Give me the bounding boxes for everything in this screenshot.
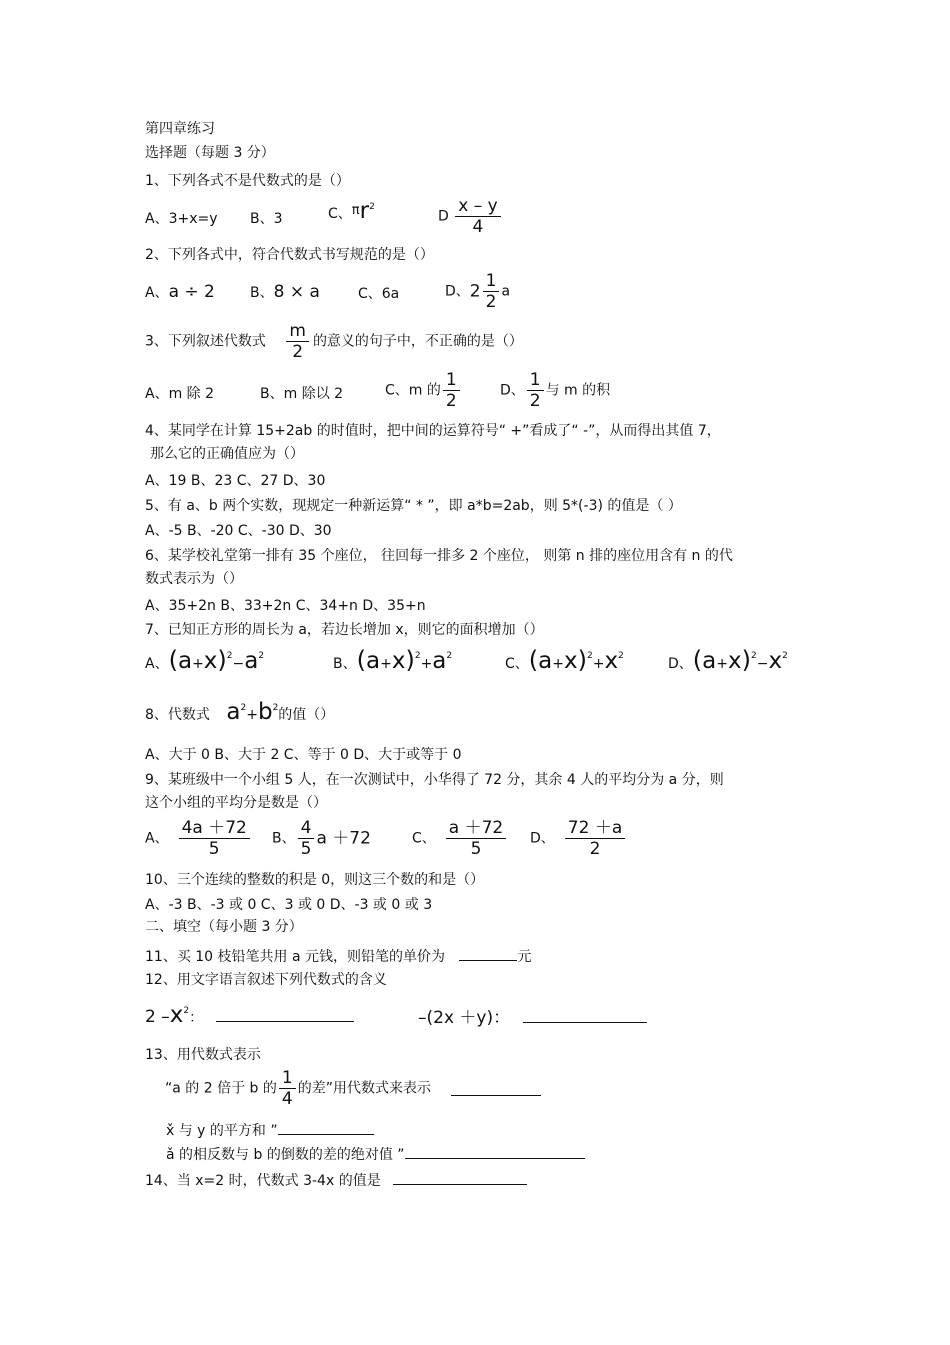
q11-answer-blank[interactable] <box>459 946 517 961</box>
q11-stem: 11、买 10 枝铅笔共用 a 元钱，则铅笔的单价为 元 <box>145 946 531 966</box>
q2-option-c: C、6a <box>358 286 400 302</box>
q7-option-b: B、$(a+x)^2+a^2$ <box>333 646 453 674</box>
q3-stem: 3、下列叙述代数式 $\frac{m}{2}$ 的意义的句子中，不正确的是（） <box>145 321 523 362</box>
q9-option-b: B、 $\frac{4}{5}$ a ＋72 <box>272 818 371 859</box>
q1-option-d: D $\frac{x - y}{4}$ <box>438 196 503 237</box>
q13-answer-blank-2[interactable] <box>278 1120 374 1135</box>
q9-stem-line1: 9、某班级中一个小组 5 人，在一次测试中，小华得了 72 分，其余 4 人的平均分为 a 分，则 <box>145 772 724 788</box>
q9-option-d: D、 $\frac{72 +a}{2}$ <box>530 818 627 859</box>
q14-stem: 14、当 x=2 时，代数式 3-4x 的值是 <box>145 1170 527 1190</box>
q12-answer-blank-1[interactable] <box>216 1007 354 1022</box>
q13-answer-blank-3[interactable] <box>405 1144 585 1159</box>
q1-d-fraction: $\frac{x - y}{4}$ <box>455 196 500 237</box>
q12-stem: 12、用文字语言叙述下列代数式的含义 <box>145 972 387 988</box>
q9-option-a: A、 $\frac{4a +72}{5}$ <box>145 818 252 859</box>
q5-options: A、-5 B、-20 C、-30 D、30 <box>145 523 332 539</box>
q6-stem-line2: 数式表示为（） <box>145 571 243 587</box>
q7-option-d: D、$(a+x)^2-x^2$ <box>668 646 788 674</box>
q13-stem: 13、用代数式表示 <box>145 1047 261 1063</box>
q9-stem-line2: 这个小组的平均分是数是（） <box>145 795 327 811</box>
q2-stem: 2、下列各式中，符合代数式书写规范的是（） <box>145 247 434 263</box>
q12-expression-1: 2 $-x^2$： <box>145 1006 354 1027</box>
q6-stem-line1: 6、某学校礼堂第一排有 35 个座位， 往回每一排多 2 个座位， 则第 n 排的座位用含有 n 的代 <box>145 548 733 564</box>
q12-answer-blank-2[interactable] <box>523 1008 647 1023</box>
q7-option-c: C、$(a+x)^2+x^2$ <box>505 646 624 674</box>
q7-option-a: A、$(a+x)^2-a^2$ <box>145 646 265 674</box>
q13-answer-blank-1[interactable] <box>451 1081 541 1096</box>
q12-expression-2: –(2x ＋y)： <box>418 1008 647 1028</box>
q10-stem: 10、三个连续的整数的积是 0，则这三个数的和是（） <box>145 872 485 888</box>
q4-stem-line2: 那么它的正确值应为（） <box>150 446 304 462</box>
q3-option-d: D、 $\frac{1}{2}$ 与 m 的积 <box>500 370 611 411</box>
q10-options: A、-3 B、-3 或 0 C、3 或 0 D、-3 或 0 或 3 <box>145 897 433 913</box>
q14-answer-blank[interactable] <box>393 1170 527 1185</box>
q1-option-a: A、3+x=y <box>145 211 218 227</box>
q6-options: A、35+2n B、33+2n C、34+n D、35+n <box>145 598 426 614</box>
q2-option-a: A、a ÷ 2 <box>145 282 215 302</box>
q9-option-c: C、 $\frac{a +72}{5}$ <box>412 818 508 859</box>
q1-option-c: C、$\pi r^2$ <box>328 198 375 224</box>
q5-stem: 5、有 a、b 两个实数，现规定一种新运算“ * ”，即 a*b=2ab，则 5*(-3) 的值是（ ） <box>145 498 682 514</box>
chapter-title: 第四章练习 <box>145 121 215 137</box>
q1-option-b: B、3 <box>250 211 283 227</box>
q13-item-1: “a 的 2 倍于 b 的 $\frac{1}{4}$ 的差”用代数式来表示 <box>165 1068 541 1109</box>
q3-option-c: C、m 的 $\frac{1}{2}$ <box>385 370 462 411</box>
q3-option-b: B、m 除以 2 <box>260 386 344 402</box>
q8-stem: 8、代数式 $a^2+b^2$的值（） <box>145 699 335 725</box>
q13-item-3: ǎ 的相反数与 b 的倒数的差的绝对值 ” <box>166 1144 585 1164</box>
q1-stem: 1、下列各式不是代数式的是（） <box>145 173 350 189</box>
q2-option-b: B、8 × a <box>250 282 320 302</box>
q4-stem-line1: 4、某同学在计算 15+2ab 的时值时，把中间的运算符号“ +”看成了“ -”，从而得出其值 7， <box>145 423 721 439</box>
q4-options: A、19 B、23 C、27 D、30 <box>145 473 326 489</box>
q7-stem: 7、已知正方形的周长为 a，若边长增加 x，则它的面积增加（） <box>145 622 544 638</box>
q13-item-2: x̌ 与 y 的平方和 ” <box>166 1120 374 1140</box>
section-fill-heading: 二、填空（每小题 3 分） <box>145 919 303 935</box>
section-choice-heading: 选择题（每题 3 分） <box>145 145 275 161</box>
q8-options: A、大于 0 B、大于 2 C、等于 0 D、大于或等于 0 <box>145 747 462 763</box>
q2-option-d: D、2 $\frac{1}{2}$ a <box>445 271 511 312</box>
q3-option-a: A、m 除 2 <box>145 386 215 402</box>
